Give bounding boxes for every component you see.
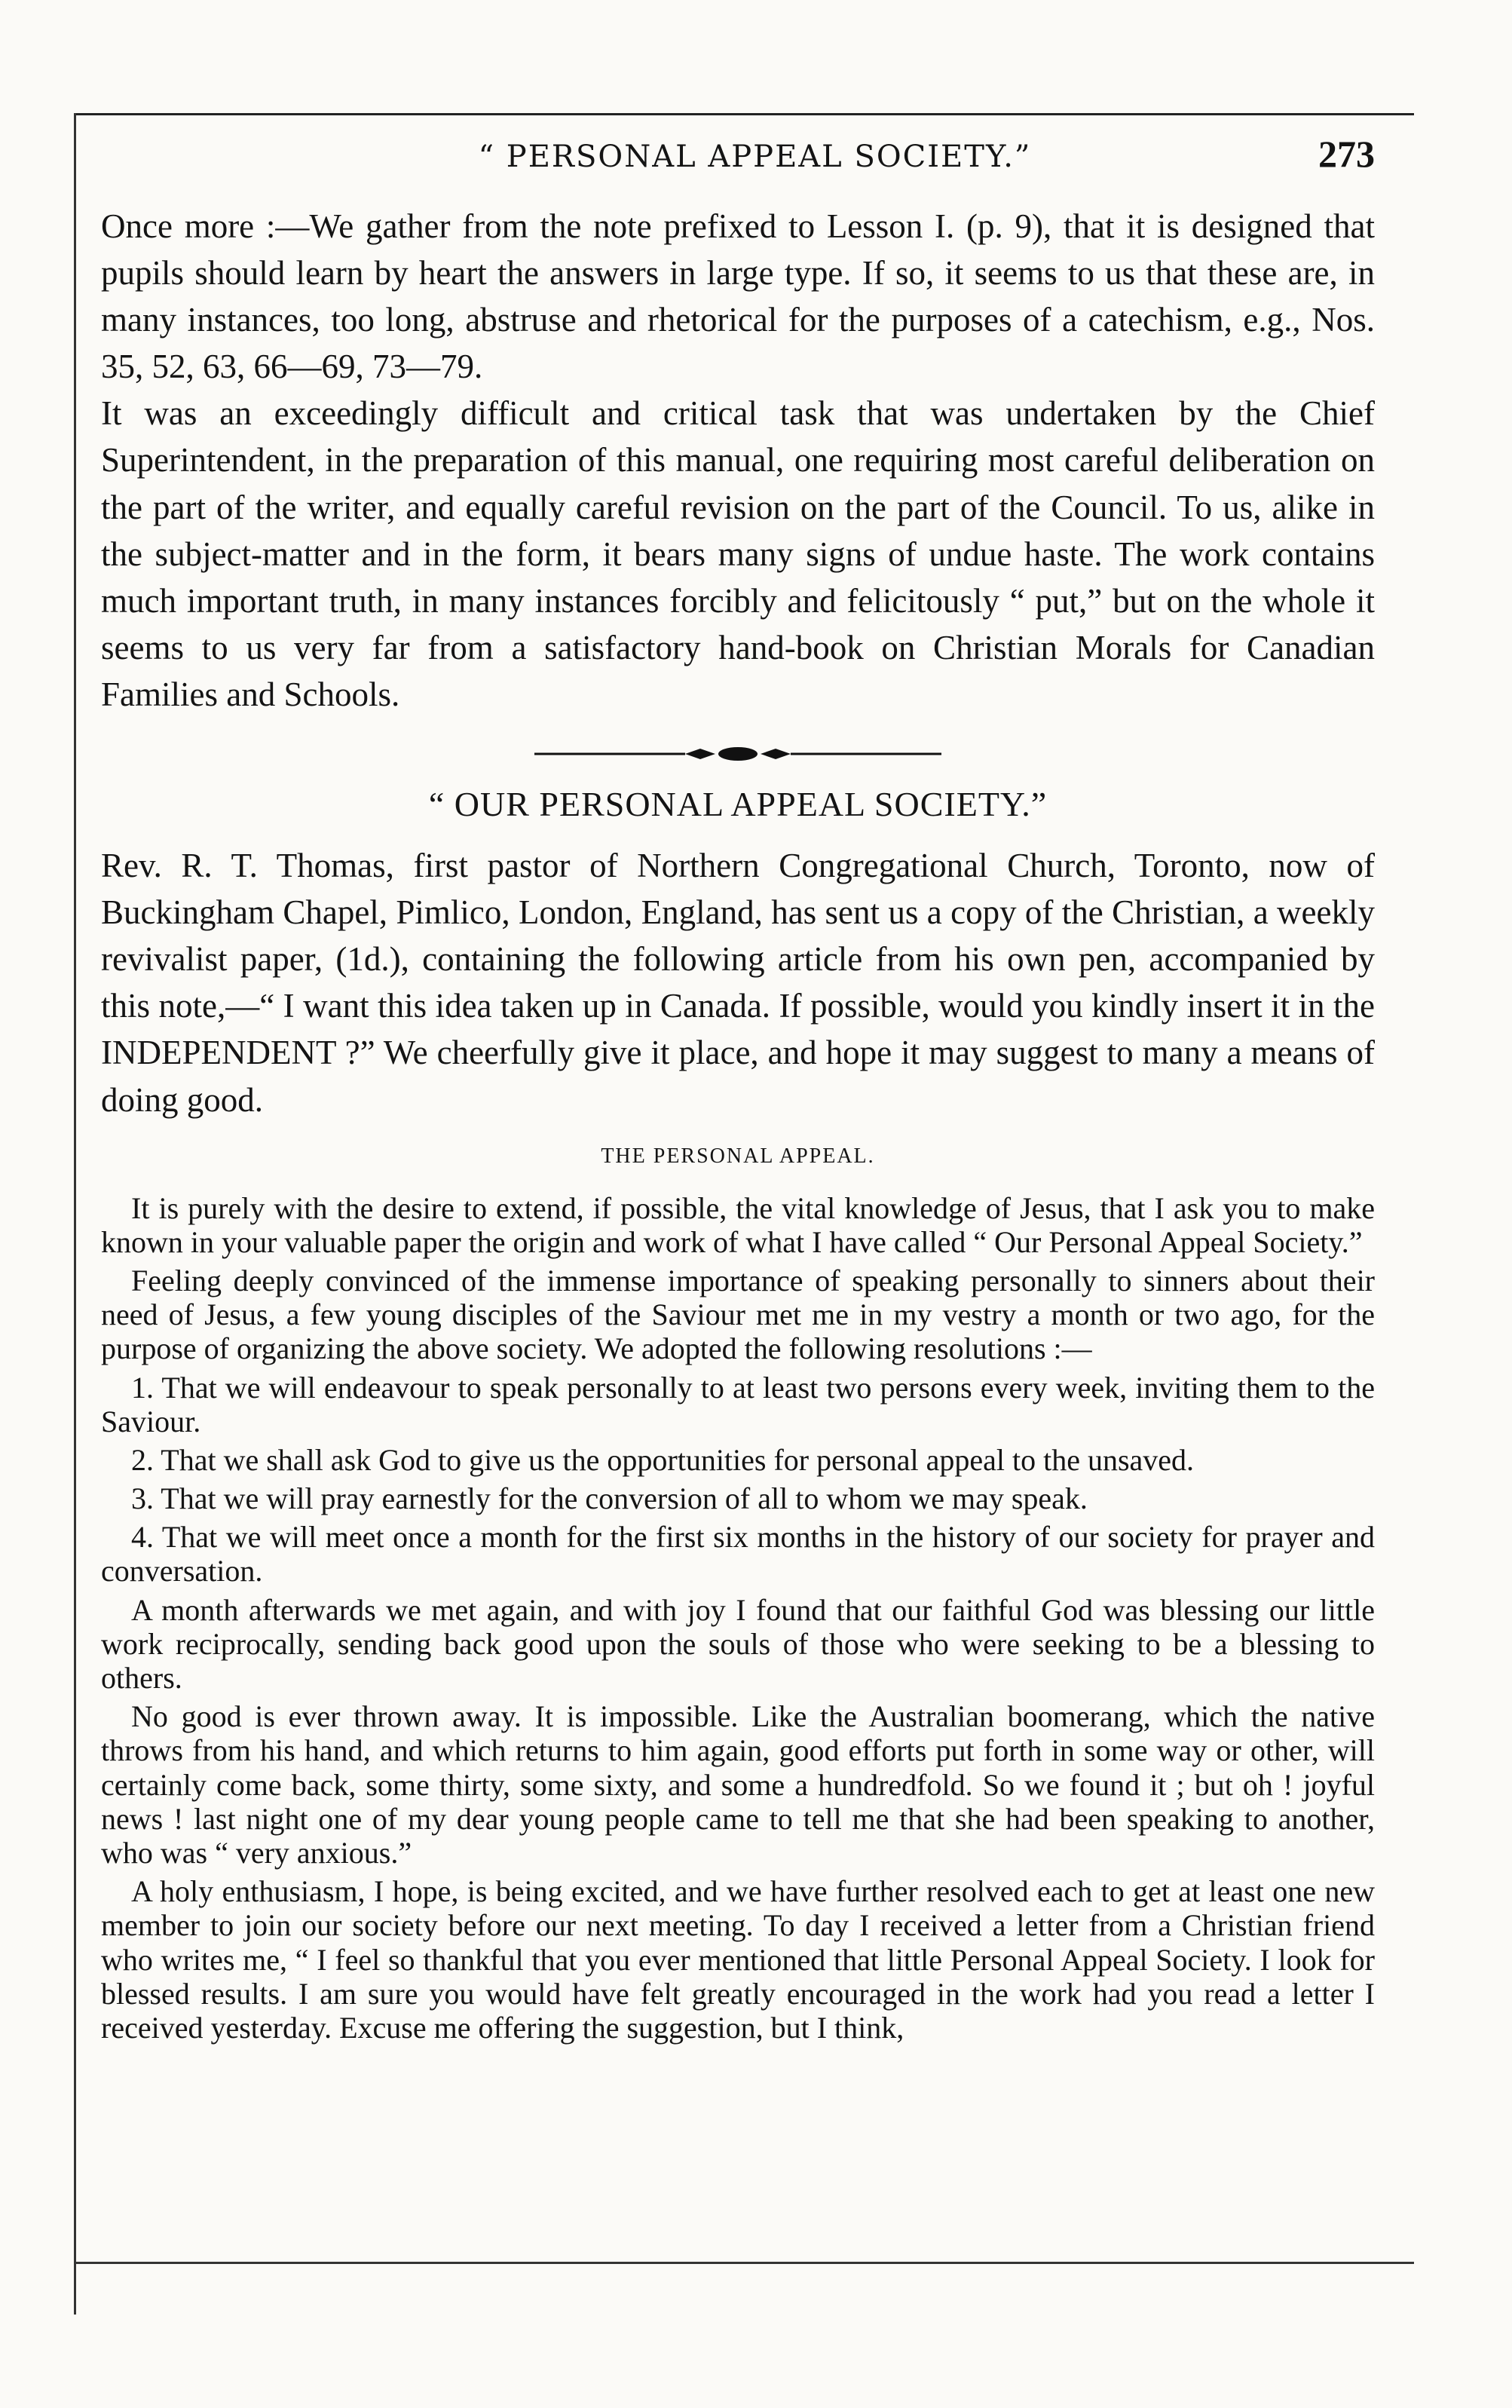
top-rule	[75, 113, 1414, 115]
article-body	[101, 1191, 1375, 2045]
article-paragraph: A holy enthusiasm, I hope, is being excited, and we have further resolved each to get at least one new member to join our society before our next meeting. To day I received a letter from a Christian friend who writes me, “ I feel so thankful that you ever mentioned that little Personal Appeal Society. I look for blessed results. I am sure you would have felt greatly encouraged in the work had you read a letter I received yesterday. Excuse me offering the suggestion, but I think,	[101, 1874, 1375, 2045]
article-paragraph: A month afterwards we met again, and with joy I found that our faithful God was blessing our little work reciprocally, sending back good upon the souls of those who were seeking to be a blessing to others.	[101, 1592, 1375, 1696]
running-head	[101, 132, 1375, 176]
article-subtitle: THE PERSONAL APPEAL.	[601, 1144, 875, 1168]
bottom-rule	[75, 2262, 1414, 2264]
page-number: 273	[1318, 133, 1375, 175]
resolution-item: 2. That we shall ask God to give us the opportunities for personal appeal to the unsaved.	[131, 1442, 1195, 1477]
article-paragraph: Feeling deeply convinced of the immense importance of speaking personally to sinners about their need of Jesus, a few young disciples of the Saviour met me in my vestry a month or two ago, for the purpose of organizing the above society. We adopted the following resolutions :—	[101, 1263, 1375, 1366]
resolution-item: 1. That we will endeavour to speak personally to at least two persons every week, inviting them to the Saviour.	[101, 1370, 1375, 1438]
review-paragraph: It was an exceedingly difficult and critical task that was undertaken by the Chief Superintendent, in the preparation of this manual, one requiring most careful deliberation on the part of the writer, and equally careful revision on the part of the Council. To us, alike in the subject-matter and in the form, it bears many signs of undue haste. The work contains much important truth, in many instances forcibly and felicitously “ put,” but on the whole it seems to us very far from a satisfactory hand-book on Christian Morals for Canadian Families and Schools.	[101, 394, 1375, 713]
page-content	[101, 132, 1375, 2049]
article-intro: Rev. R. T. Thomas, first pastor of Northern Congregational Church, Toronto, now of Buckingham Chapel, Pimlico, London, England, has sent us a copy of the Christian, a weekly revivalist paper, (1d.), containing the following article from his own pen, accompanied by this note,—“ I want this idea taken up in Canada. If possible, would you kindly insert it in the INDEPENDENT ?” We cheerfully give it place, and hope it may suggest to many a means of doing good.	[101, 847, 1375, 1119]
resolution-item: 3. That we will pray earnestly for the conversion of all to whom we may speak.	[131, 1481, 1088, 1516]
review-paragraph: Once more :—We gather from the note prefixed to Lesson I. (p. 9), that it is designed that pupils should learn by heart the answers in large type. If so, it seems to us that these are, in many instances, too long, abstruse and rhetorical for the purposes of a catechism, e.g., Nos. 35, 52, 63, 66—69, 73—79.	[101, 207, 1375, 386]
resolution-item: 4. That we will meet once a month for the first six months in the history of our society for prayer and conversation.	[101, 1520, 1375, 1588]
article-paragraph: No good is ever thrown away. It is impossible. Like the Australian boomerang, which the native throws from his hand, and which returns to him again, good efforts put forth in some way or other, will certainly come back, some thirty, some sixty, and some a hundredfold. So we found it ; but oh ! joyful news ! last night one of my dear young people came to tell me that she had been speaking to another, who was “ very anxious.”	[101, 1699, 1375, 1870]
ornament-rule-icon	[534, 745, 941, 763]
article-paragraph: It is purely with the desire to extend, if possible, the vital knowledge of Jesus, that I ask you to make known in your valuable paper the origin and work of what I have called “ Our Personal Appeal Society.”	[101, 1190, 1375, 1259]
section-divider-ornament	[101, 745, 1375, 763]
left-margin-rule	[74, 113, 76, 2315]
running-title: “ PERSONAL APPEAL SOCIETY.”	[478, 139, 1032, 174]
review-section	[101, 203, 1375, 718]
article-title: “ OUR PERSONAL APPEAL SOCIETY.”	[428, 785, 1048, 824]
article-intro-section	[101, 842, 1375, 1123]
